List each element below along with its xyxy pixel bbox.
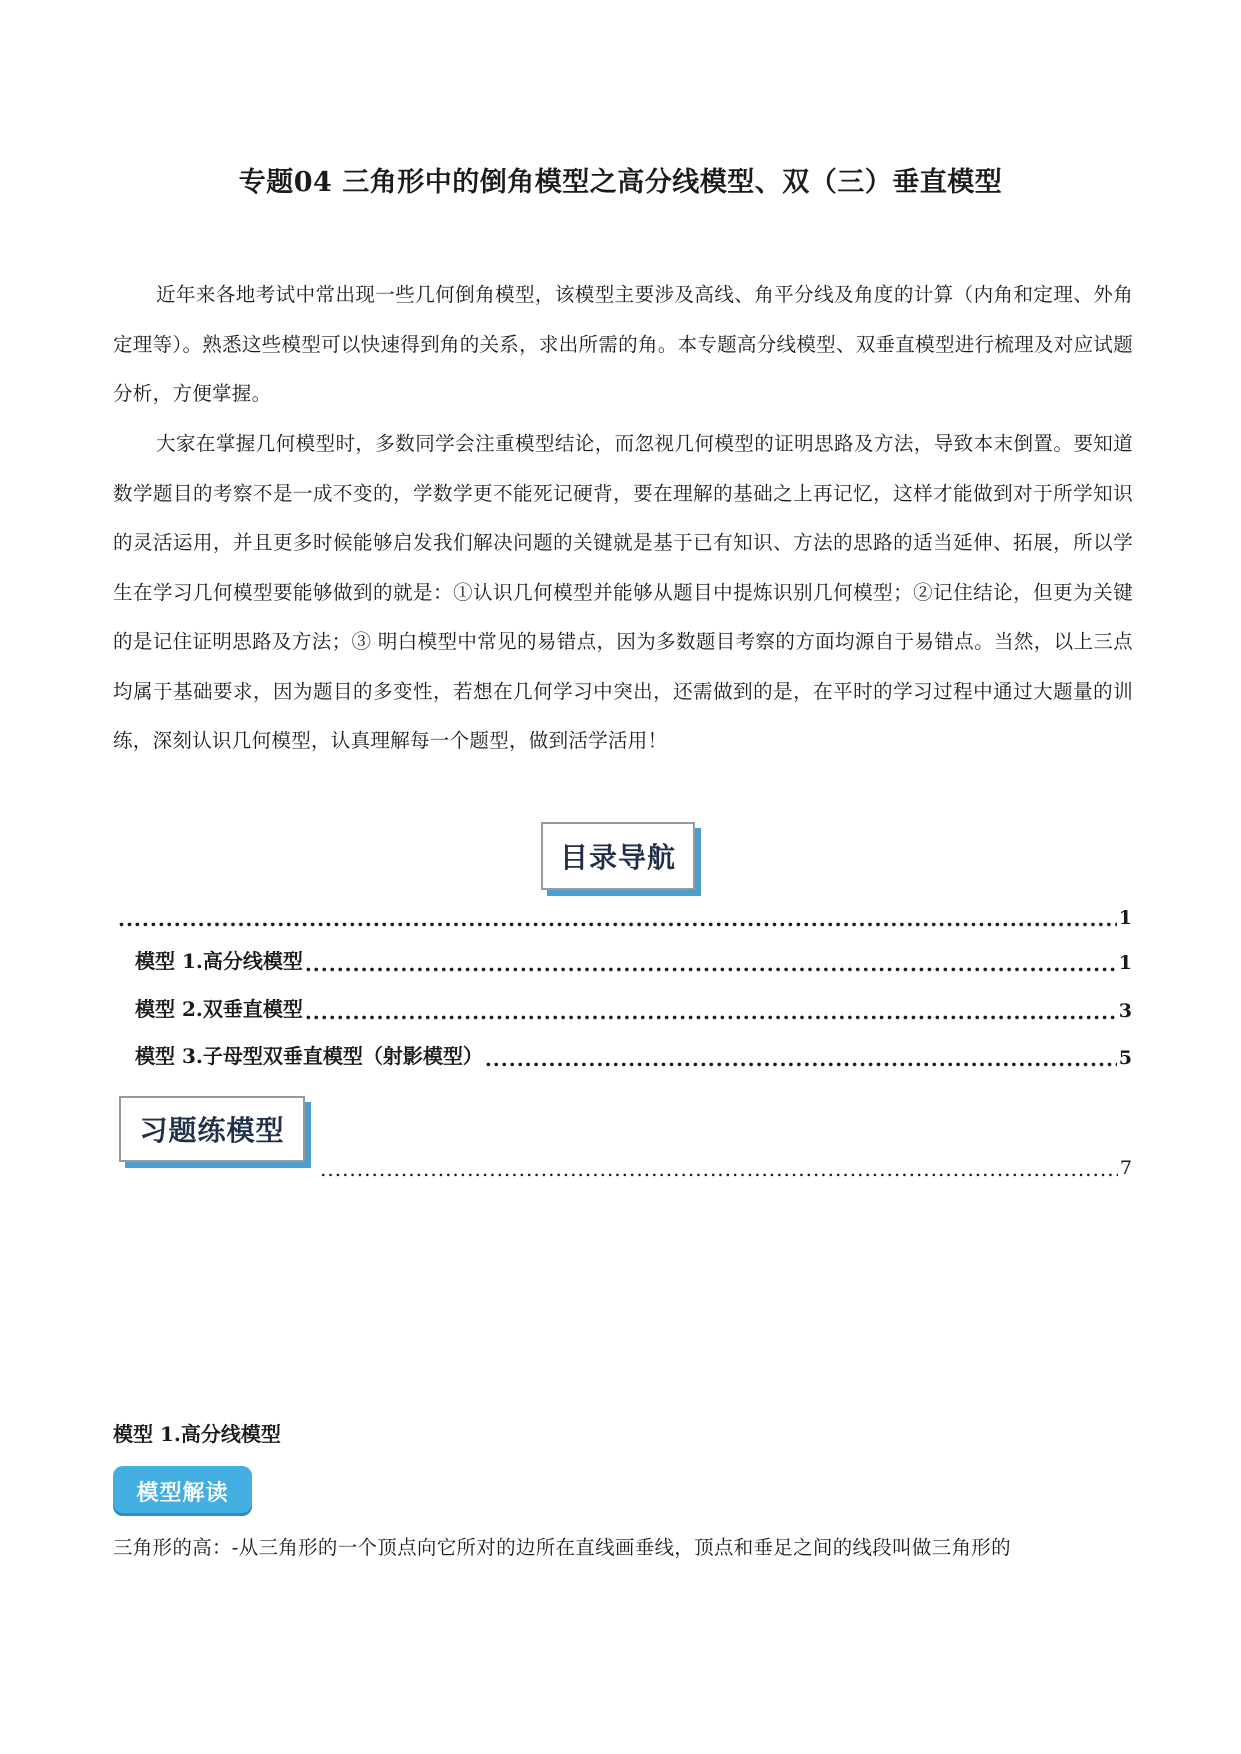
toc-entry-practice[interactable] bbox=[318, 1157, 1132, 1179]
toc-entry-label: 模型 2.双垂直模型 bbox=[135, 997, 303, 1021]
toc-leader-dots bbox=[305, 954, 1117, 974]
section-heading: 模型 1.高分线模型 bbox=[113, 1422, 281, 1446]
toc-banner: 目录导航 bbox=[541, 822, 695, 890]
toc-entry-model-3[interactable] bbox=[135, 1040, 1132, 1069]
toc-entry-model-2[interactable] bbox=[135, 993, 1132, 1022]
toc-leader-dots bbox=[118, 909, 1117, 929]
document-title: 专题04 三角形中的倒角模型之高分线模型、双（三）垂直模型 bbox=[238, 167, 1003, 198]
toc-entry-label: 模型 1.高分线模型 bbox=[135, 949, 303, 973]
toc-entry-model-1[interactable] bbox=[135, 945, 1132, 974]
toc-page-number: 5 bbox=[1118, 1047, 1132, 1069]
toc-page-number: 7 bbox=[1119, 1157, 1132, 1179]
toc-leader-dots bbox=[485, 1049, 1117, 1069]
section-body-text: 三角形的高：-从三角形的一个顶点向它所对的边所在直线画垂线，顶点和垂足之间的线段叫做三角形的 bbox=[113, 1536, 1011, 1559]
intro-paragraph-1: 近年来各地考试中常出现一些几何倒角模型，该模型主要涉及高线、角平分线及角度的计算（内角和定理、外角定理等）。熟悉这些模型可以快速得到角的关系，求出所需的角。本专题高分线模型、双垂直模型进行梳理及对应试题分析，方便掌握。 bbox=[113, 283, 1133, 405]
practice-banner: 习题练模型 bbox=[119, 1096, 305, 1162]
toc-entry-label: 模型 3.子母型双垂直模型（射影模型） bbox=[135, 1044, 483, 1068]
toc-leader-dots bbox=[305, 1002, 1117, 1022]
toc-entry-root[interactable] bbox=[116, 907, 1132, 929]
intro-paragraph-2: 大家在掌握几何模型时，多数同学会注重模型结论，而忽视几何模型的证明思路及方法，导致本末倒置。要知道数学题目的考察不是一成不变的，学数学更不能死记硬背，要在理解的基础之上再记忆，这样才能做到对于所学知识的灵活运用，并且更多时候能够启发我们解决问题的关键就是基于已有知识、方法的思路的适当延伸、拓展，所以学生在学习几何模型要能够做到的就是：①认识几何模型并能够从题目中提炼识别几何模型；②记住结论，但更为关键的是记住证明思路及方法；③ 明白模型中常见的易错点，因为多数题目考察的方面均源自于易错点。当然，以上三点均属于基础要求，因为题目的多变性，若想在几何学习中突出，还需做到的是，在平时的学习过程中通过大题量的训练，深刻认识几何模型，认真理解每一个题型，做到活学活用！ bbox=[113, 432, 1133, 752]
model-explanation-label: 模型解读 bbox=[113, 1466, 252, 1516]
toc-page-number: 1 bbox=[1118, 952, 1132, 974]
toc-page-number: 3 bbox=[1118, 1000, 1132, 1022]
toc-leader-dots bbox=[320, 1159, 1118, 1179]
toc-page-number: 1 bbox=[1118, 907, 1132, 929]
